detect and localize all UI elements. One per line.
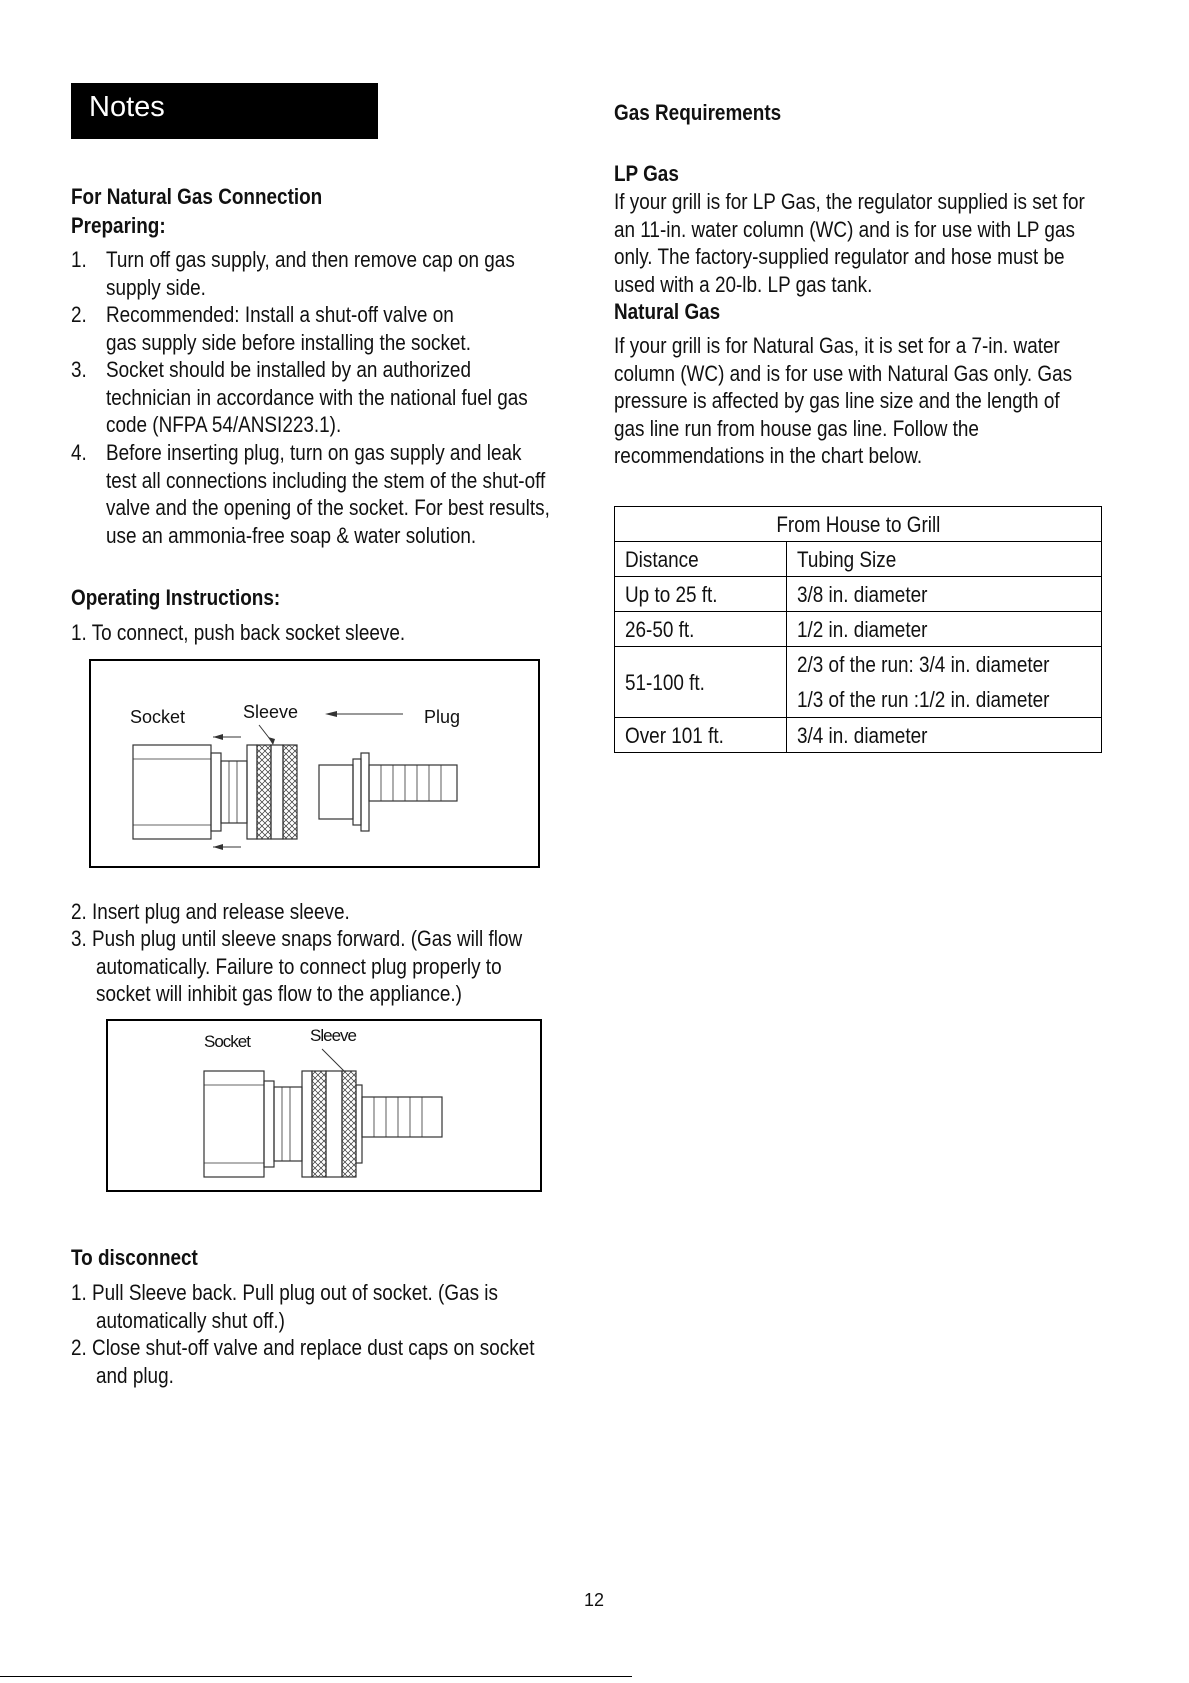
- natural-gas-connection-heading: For Natural Gas Connection: [71, 184, 323, 209]
- table-cell-tubing: 1/2 in. diameter: [787, 612, 1102, 647]
- table-cell-tubing: 3/8 in. diameter: [787, 577, 1102, 612]
- table-row: [615, 718, 1102, 753]
- figure-socket-connected: [106, 1019, 542, 1192]
- table-cell-tubing: 2/3 of the run: 3/4 in. diameter 1/3 of the run :1/2 in. diameter: [787, 647, 1102, 718]
- operating-instructions-heading: Operating Instructions:: [71, 585, 281, 610]
- table-caption: From House to Grill: [615, 507, 1102, 542]
- table-caption-row: [615, 507, 1102, 542]
- operating-step-3: 3. Push plug until sleeve snaps forward. (Gas will flow automatically. Failure to connect plug properly to socket will inhibit gas flow to the appliance.): [71, 926, 523, 1006]
- quick-connect-connected-drawing: [108, 1021, 540, 1190]
- table-cell-distance: Over 101 ft.: [615, 718, 787, 753]
- table-row: [615, 612, 1102, 647]
- table-row: [615, 647, 1102, 718]
- table-header-distance: Distance: [615, 542, 787, 577]
- figure2-sleeve-label: Sleeve: [310, 1026, 356, 1045]
- gas-requirements-heading: Gas Requirements: [614, 100, 782, 125]
- disconnect-step-2: 2. Close shut-off valve and replace dust caps on socket and plug.: [71, 1335, 535, 1388]
- figure2-socket-label: Socket: [204, 1032, 250, 1051]
- table-row: [615, 577, 1102, 612]
- operating-step-2: 2. Insert plug and release sleeve.: [71, 899, 350, 924]
- figure1-plug-label: Plug: [424, 707, 461, 727]
- figure-socket-disconnected: [89, 659, 540, 868]
- notes-banner-label: Notes: [89, 91, 165, 123]
- page-number: 12: [584, 1590, 605, 1610]
- tubing-size-table: [614, 506, 1102, 753]
- operating-step-1: 1. To connect, push back socket sleeve.: [71, 620, 406, 645]
- lp-gas-heading: LP Gas: [614, 161, 679, 186]
- table-header-row: [615, 542, 1102, 577]
- quick-connect-disconnected-drawing: [91, 661, 538, 866]
- figure1-sleeve-label: Sleeve: [243, 702, 299, 722]
- natural-gas-heading: Natural Gas: [614, 299, 721, 324]
- lp-gas-paragraph: If your grill is for LP Gas, the regulator supplied is set for an 11-in. water column (WC) and is for use with LP gas only. The factory-supplied regulator and hose must be used with a 20-lb. LP gas tank.: [614, 189, 1085, 297]
- natural-gas-paragraph: If your grill is for Natural Gas, it is set for a 7-in. water column (WC) and is for use with Natural Gas only. Gas pressure is affected by gas line size and the length of gas line run from house gas line. Follow the recommendations in the chart below.: [614, 333, 1073, 468]
- preparing-heading: Preparing:: [71, 213, 166, 238]
- figure1-socket-label: Socket: [130, 707, 186, 727]
- table-cell-distance: Up to 25 ft.: [615, 577, 787, 612]
- table-cell-tubing: 3/4 in. diameter: [787, 718, 1102, 753]
- table-header-tubing: Tubing Size: [787, 542, 1102, 577]
- notes-banner: [71, 83, 378, 139]
- bottom-rule: [0, 1676, 632, 1677]
- disconnect-step-1: 1. Pull Sleeve back. Pull plug out of socket. (Gas is automatically shut off.): [71, 1280, 498, 1333]
- table-cell-distance: 26-50 ft.: [615, 612, 787, 647]
- table-cell-distance: 51-100 ft.: [615, 647, 787, 718]
- disconnect-heading: To disconnect: [71, 1245, 198, 1270]
